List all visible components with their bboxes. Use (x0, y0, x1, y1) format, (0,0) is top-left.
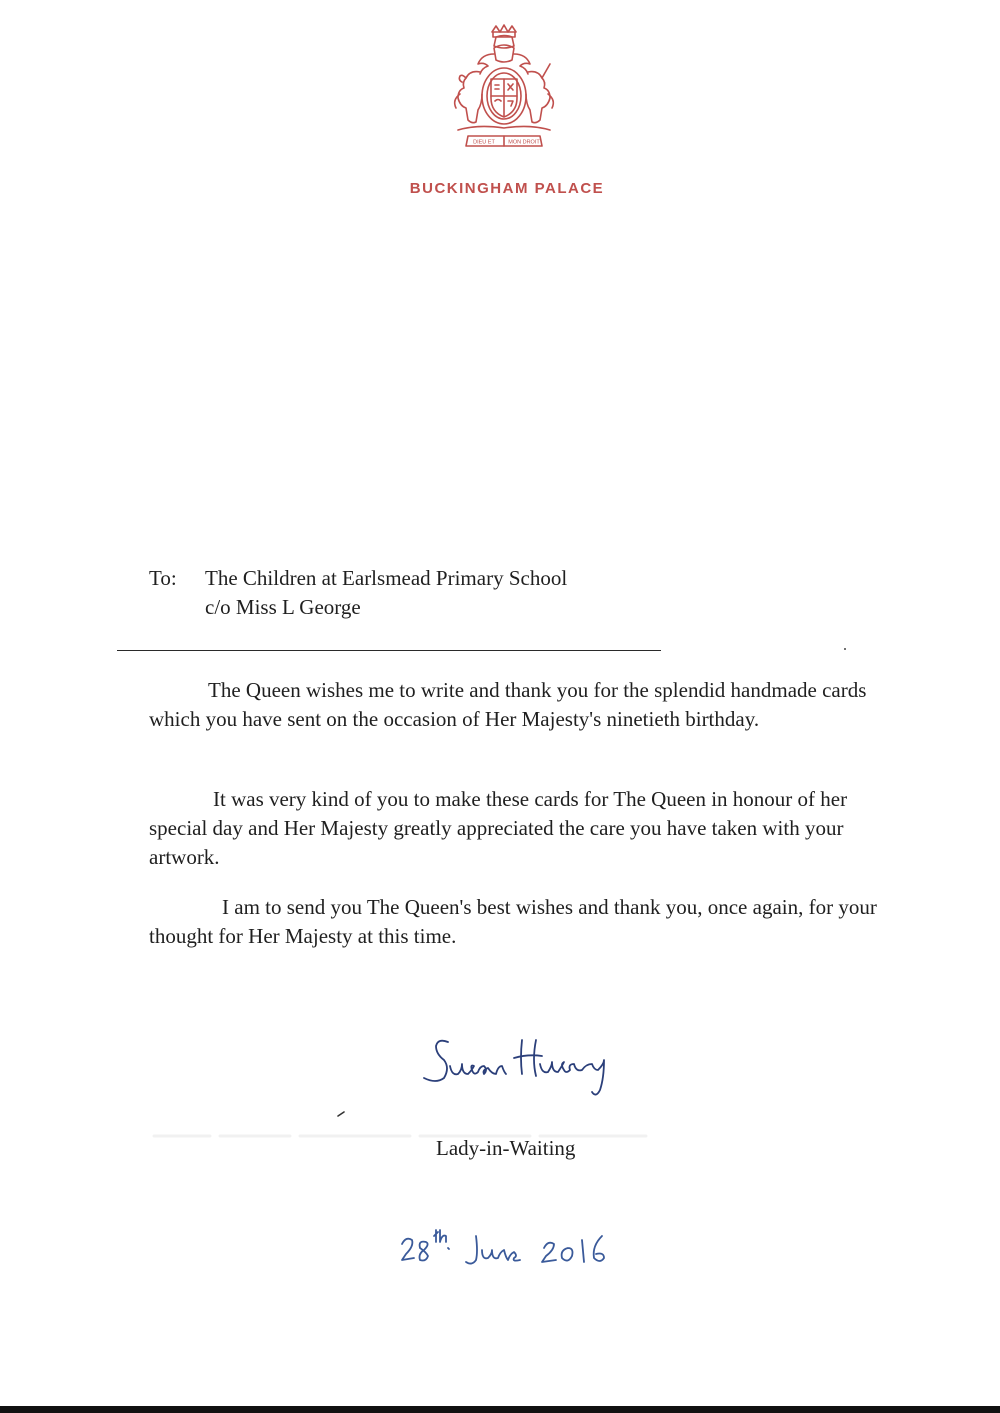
scan-edge (0, 1406, 1000, 1413)
svg-text:MON DROIT: MON DROIT (508, 139, 540, 146)
signature-handwritten (410, 1030, 660, 1110)
stray-mark (844, 648, 846, 650)
body-paragraph-2: It was very kind of you to make these cards for The Queen in honour of her special day and Her Majesty greatly appreciated the care you have taken with your artwork. (149, 787, 848, 869)
to-label: To: (149, 566, 177, 590)
recipient-line-1: The Children at Earlsmead Primary School (205, 566, 568, 590)
signatory-role: Lady-in-Waiting (436, 1136, 576, 1160)
svg-text:DIEU ET: DIEU ET (473, 139, 495, 146)
handwritten-date (396, 1222, 656, 1276)
royal-crest-icon (438, 24, 570, 160)
palace-name: BUCKINGHAM PALACE (409, 180, 605, 197)
divider-rule (117, 650, 661, 651)
body-paragraph-1: The Queen wishes me to write and thank you for the splendid handmade cards which you have sent on the occasion of Her Majesty's ninetieth birthday. (149, 678, 867, 731)
recipient-line-2: c/o Miss L George (205, 595, 361, 619)
body-paragraph-3: I am to send you The Queen's best wishes and thank you, once again, for your thought for Her Majesty at this time. (149, 895, 877, 948)
pen-mark (336, 1110, 346, 1118)
